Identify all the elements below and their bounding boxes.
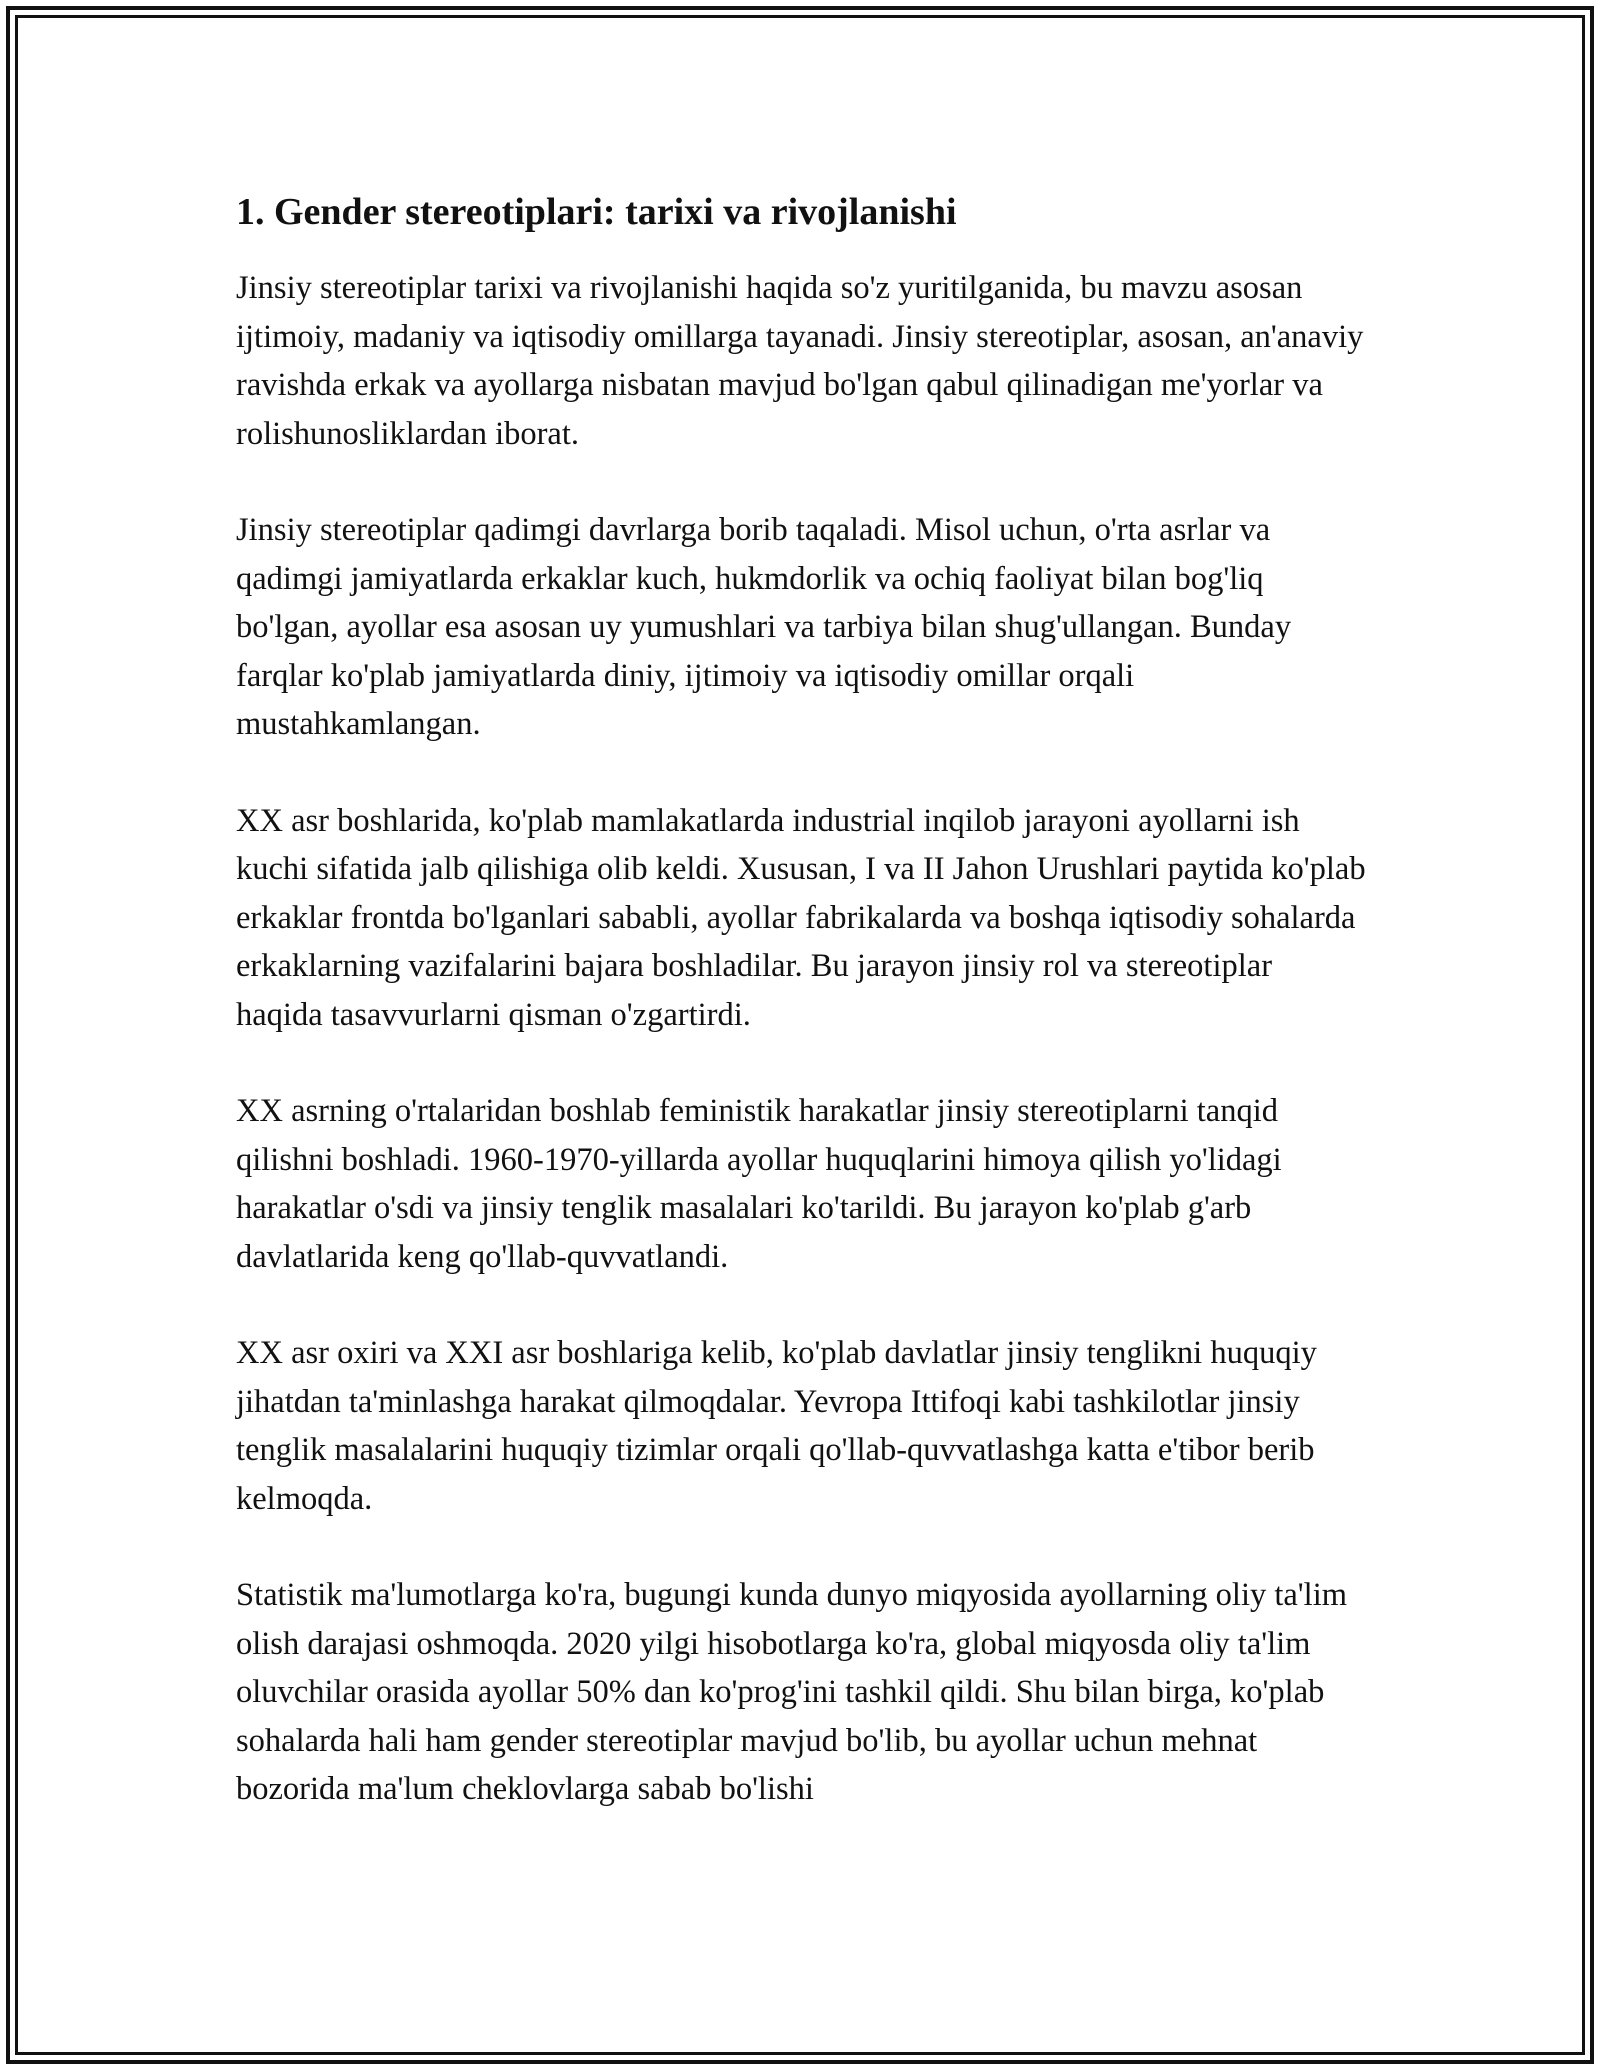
paragraph-1: Jinsiy stereotiplar tarixi va rivojlanishi haqida so'z yuritilganida, bu mavzu asosan ijtimoiy, madaniy va iqtisodiy omillarga tayanadi. Jinsiy stereotiplar, asosan, an'anaviy ravishda erkak va ayollarga nisbatan mavjud bo'lgan qabul qilinadigan me'yorlar va rolishunosliklardan iborat. [236, 270, 1364, 452]
paragraph-2: Jinsiy stereotiplar qadimgi davrlarga borib taqaladi. Misol uchun, o'rta asrlar va qadimgi jamiyatlarda erkaklar kuch, hukmdorlik va ochiq faoliyat bilan bog'liq bo'lgan, ayollar esa asosan uy yumushlari va tarbiya bilan shug'ullangan. Bunday farqlar ko'plab jamiyatlarda diniy, ijtimoiy va iqtisodiy omillar orqali mustahkamlangan. [236, 512, 1292, 742]
paragraph-5: XX asr oxiri va XXI asr boshlariga kelib, ko'plab davlatlar jinsiy tenglikni huquqiy jihatdan ta'minlashga harakat qilmoqdalar. Yevropa Ittifoqi kabi tashkilotlar jinsiy tenglik masalalarini huquqiy tizimlar orqali qo'llab-quvvatlashga katta e'tibor berib kelmoqda. [236, 1335, 1317, 1517]
paragraph-6: Statistik ma'lumotlarga ko'ra, bugungi kunda dunyo miqyosida ayollarning oliy ta'lim olish darajasi oshmoqda. 2020 yilgi hisobotlarga ko'ra, global miqyosda oliy ta'lim oluvchilar orasida ayollar 50% dan ko'prog'ini tashkil qildi. Shu bilan birga, ko'plab sohalarda hali ham gender stereotiplar mavjud bo'lib, bu ayollar uchun mehnat bozorida ma'lum cheklovlarga sabab bo'lishi [236, 1577, 1347, 1807]
paragraph-3: XX asr boshlarida, ko'plab mamlakatlarda industrial inqilob jarayoni ayollarni ish kuchi sifatida jalb qilishiga olib keldi. Xususan, I va II Jahon Urushlari paytida ko'plab erkaklar frontda bo'lganlari sababli, ayollar fabrikalarda va boshqa iqtisodiy sohalarda erkaklarning vazifalarini bajara boshladilar. Bu jarayon jinsiy rol va stereotiplar haqida tasavvurlarni qisman o'zgartirdi. [236, 802, 1366, 1033]
paragraph-4: XX asrning o'rtalaridan boshlab feministik harakatlar jinsiy stereotiplarni tanqid qilishni boshladi. 1960-1970-yillarda ayollar huquqlarini himoya qilish yo'lidagi harakatlar o'sdi va jinsiy tenglik masalalari ko'tarildi. Bu jarayon ko'plab g'arb davlatlarida keng qo'llab-quvvatlandi. [236, 1093, 1282, 1275]
document-body [236, 186, 1366, 1862]
section-heading: 1. Gender stereotiplari: tarixi va rivojlanishi [236, 191, 957, 233]
